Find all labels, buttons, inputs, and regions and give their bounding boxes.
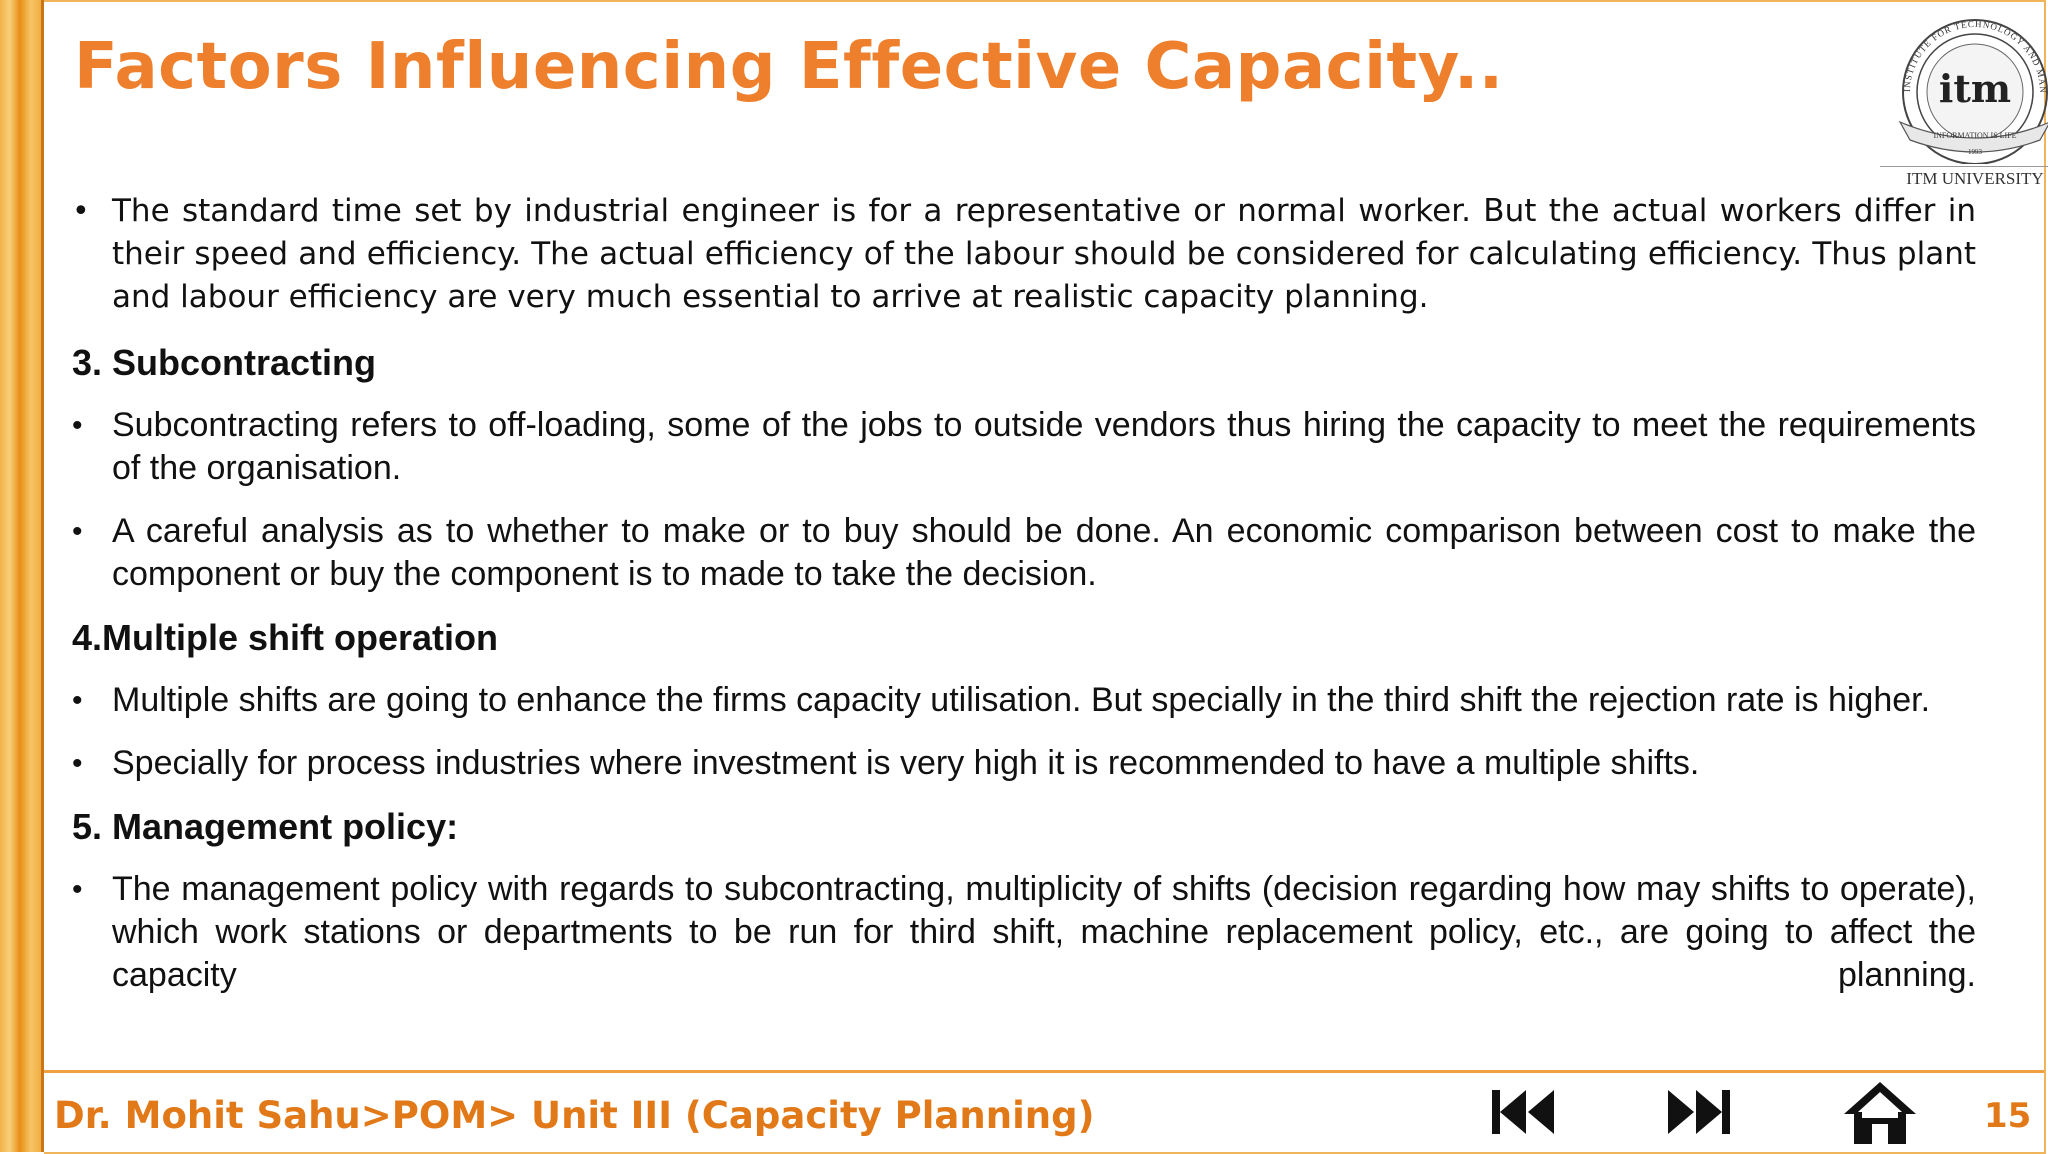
svg-text:itm: itm xyxy=(1938,66,2012,111)
home-button[interactable] xyxy=(1840,1078,1920,1146)
bullet-process-industries: • Specially for process industries where investment is very high it is recommended to have a multiple shifts. xyxy=(72,742,1976,785)
bullet-labour-efficiency: • The standard time set by industrial engineer is for a representative or normal worker. But the actual workers differ in their speed and efficiency. The actual efficiency of the labour should be considered for calculating efficiency. Thus plant and labour efficiency are very much essential to arrive at realistic capacity planning. xyxy=(72,190,1976,319)
last-slide-button[interactable] xyxy=(1664,1082,1734,1142)
logo-caption: ITM UNIVERSITY xyxy=(1880,166,2048,189)
heading-management-policy: 5. Management policy: xyxy=(72,806,459,847)
svg-text:1993: 1993 xyxy=(1968,148,1982,156)
bullet-subcontracting-definition: • Subcontracting refers to off-loading, some of the jobs to outside vendors thus hiring the capacity to meet the requirements of the organisation. xyxy=(72,404,1976,490)
bullet-multiple-shifts-utilisation: • Multiple shifts are going to enhance the firms capacity utilisation. But specially in the third shift the rejection rate is higher. xyxy=(72,679,1976,722)
footer-title: Dr. Mohit Sahu>POM> Unit III (Capacity Planning) xyxy=(54,1094,1095,1137)
footer-divider xyxy=(44,1070,2044,1073)
left-decorative-strip xyxy=(0,0,44,1152)
slide-content xyxy=(72,190,1976,1017)
svg-text:INFORMATION IS LIFE: INFORMATION IS LIFE xyxy=(1933,131,2017,140)
first-slide-button[interactable] xyxy=(1488,1082,1558,1142)
slide-title: Factors Influencing Effective Capacity.. xyxy=(74,30,1504,104)
heading-subcontracting: 3. Subcontracting xyxy=(72,342,377,383)
itm-university-logo xyxy=(1880,14,2048,194)
home-icon xyxy=(1840,1078,1920,1146)
slide xyxy=(44,0,2046,1154)
skip-back-icon xyxy=(1488,1082,1558,1142)
bullet-make-or-buy: • A careful analysis as to whether to make or to buy should be done. An economic comparison between cost to make the component or buy the component is to made to take the decision. xyxy=(72,510,1976,596)
bullet-management-policy: • The management policy with regards to subcontracting, multiplicity of shifts (decision regarding how may shifts to operate), which work stations or departments to be run for third shift, machine replacement policy, etc., are going to affect the capacity planning. xyxy=(72,868,1976,997)
page-number: 15 xyxy=(1984,1096,2032,1136)
heading-multiple-shift: 4.Multiple shift operation xyxy=(72,617,499,658)
skip-forward-icon xyxy=(1664,1082,1734,1142)
logo-seal-icon xyxy=(1880,14,2048,164)
svg-text:INSTITUTE FOR TECHNOLOGY AND M: INSTITUTE FOR TECHNOLOGY AND MAN xyxy=(1901,18,2048,94)
